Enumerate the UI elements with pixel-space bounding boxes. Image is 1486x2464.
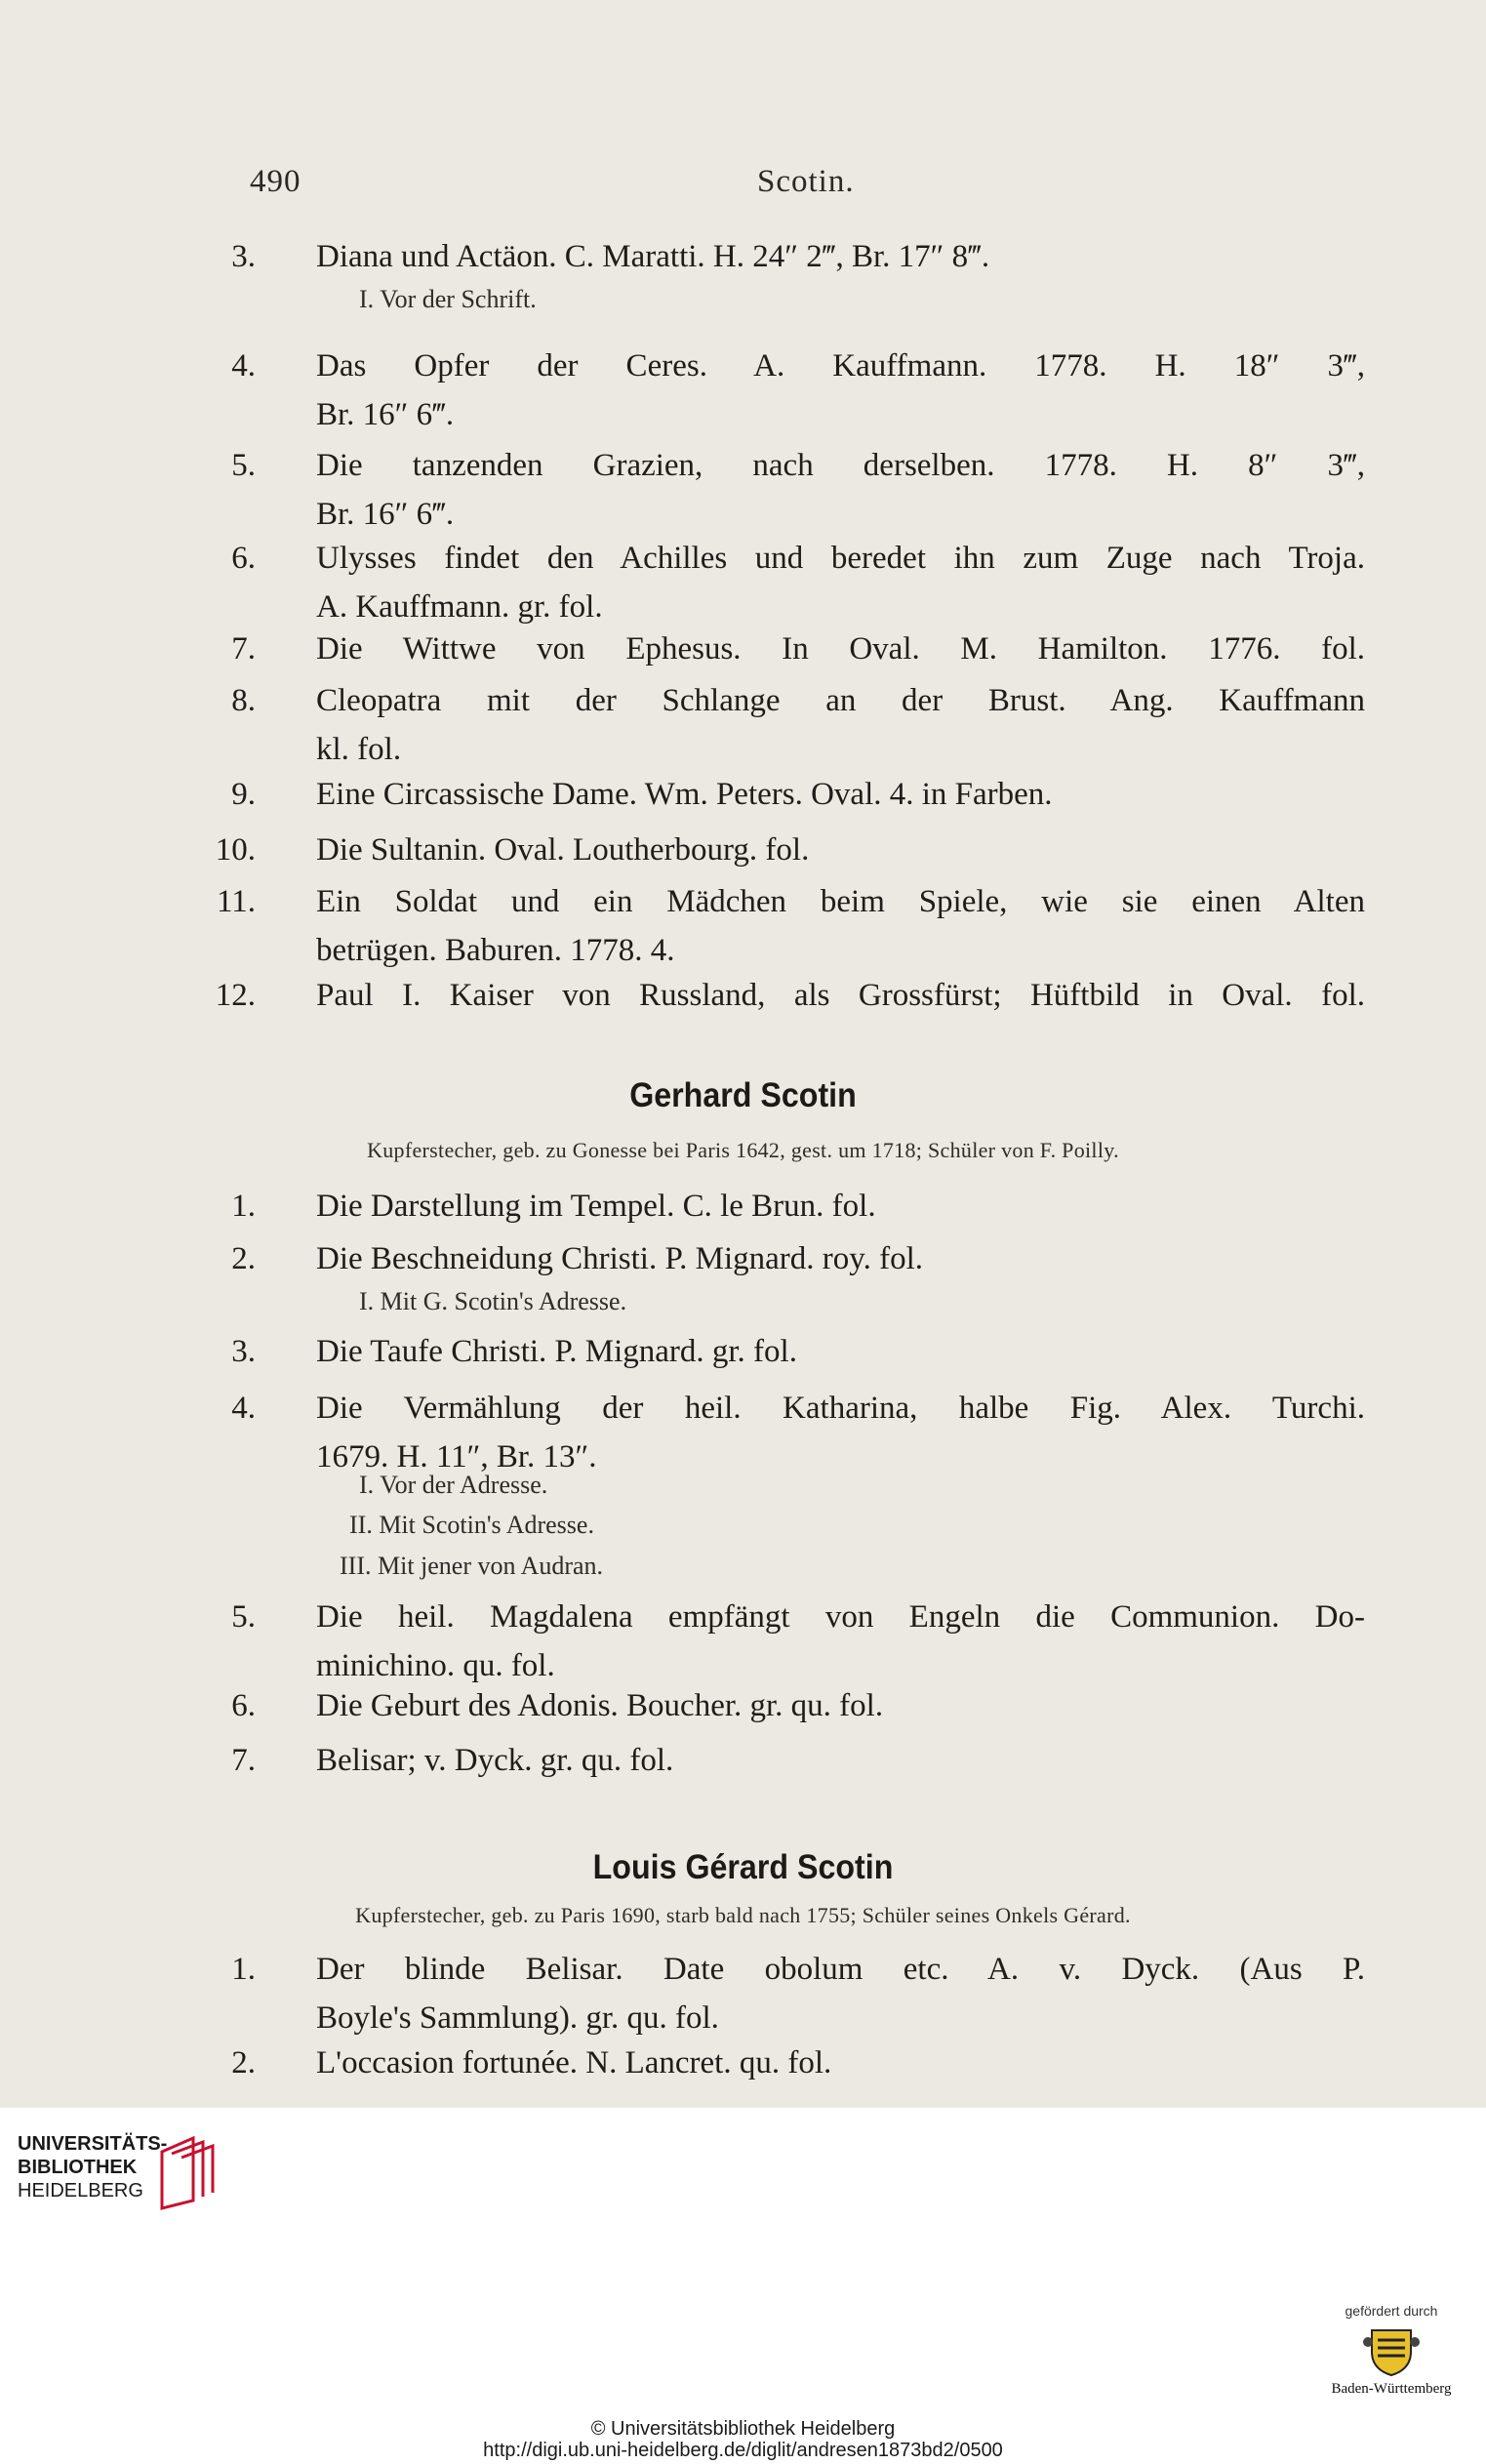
- viewer-footer: [0, 2108, 1486, 2464]
- state-line: III. Mit jener von Audran.: [340, 1552, 604, 1580]
- section-title-louis-gerard-scotin: Louis Gérard Scotin: [592, 1848, 894, 1886]
- sponsor-name: Baden-Württemberg: [1331, 2381, 1452, 2397]
- sponsor-label: gefördert durch: [1345, 2303, 1438, 2319]
- state-line: I. Mit G. Scotin's Adresse.: [359, 1287, 627, 1315]
- state-coat-of-arms-icon: [1362, 2323, 1421, 2377]
- library-emblem-icon: [154, 2132, 222, 2210]
- scanned-page: 490 Scotin. 3. Diana und Actäon. C. Maratti. H. 24″ 2‴, Br. 17″ 8‴. I. Vor der Schrift. 4. Das Opfer der Ceres. A. Kauffmann. 1778. H. 18″ 3‴, Br. 16″ 6‴. 5. Die tanzenden Grazien, nach derselben. 1778. H. 8″ 3‴, Br. 16″ 6‴. 6. Ulysses findet den Achilles und beredet ihn zum Zuge nach Troja. A. Kauffmann. gr. fol. 7. Die Wittwe von Ephesus. In Oval. M. Hamilton. 1776. fol. 8. Cleopatra mit der Schlange an der Brust. Ang. Kauffmann kl. fol. 9. Eine Circassische Dame. Wm. Peters. Oval. 4. in Farben. 10. Die Sultanin. Oval. Loutherbourg. fol. 11. Ein Soldat und ein Mädchen beim Spiele, wie sie einen Alten betrügen. Baburen. 1778. 4. 12. Paul I. Kaiser von Russland, als Grossfürst; Hüftbild in Oval. fol. Gerhard Scotin Kupferstecher, geb. zu Gonesse bei Paris 1642, gest. um 1718; Schüler von F. Poilly. 1. Die Darstellung im Tempel. C. le Brun. fol. 2. Die Beschneidung Christi. P. Mignard. roy. fol. I. Mit G. Scotin's Adresse. 3. Die Taufe Christi. P. Mignard. gr. fol. 4. Die Vermählung der heil. Katharina, halbe Fig. Alex. Turchi. 1679. H. 11″, Br. 13″. I. Vor der Adresse. II. Mit Scotin's Adresse. III. Mit jener von Audran. 5. Die heil. Magdalena empfängt von Engeln die Communion. Do- minichino. qu. fol. 6. Die Geburt des Adonis. Boucher. gr. qu. fol. 7. Belisar; v. Dyck. gr. qu. fol. Louis Gérard Scotin Kupferstecher, geb. zu Paris 1690, starb bald nach 1755; Schüler seines Onkels Gérard. 1. Der blinde Belisar. Date obolum etc. A. v. Dyck. (Aus P. Boyle's Sammlung). gr. qu. fol.: [0, 0, 1486, 2040]
- copyright-notice: © Universitätsbibliothek Heidelberg: [590, 2418, 896, 2440]
- permalink-url[interactable]: http://digi.ub.uni-heidelberg.de/diglit/andresen1873bd2/0500: [483, 2440, 1003, 2461]
- section-subtitle-gerhard: Kupferstecher, geb. zu Gonesse bei Paris 1642, gest. um 1718; Schüler von F. Poilly.: [367, 1138, 1119, 1162]
- state-line: I. Vor der Schrift.: [359, 285, 537, 313]
- library-name: UNIVERSITÄTS- BIBLIOTHEK HEIDELBERG: [18, 2133, 168, 2201]
- page-header: [250, 164, 1362, 213]
- page-number: 490: [250, 164, 301, 199]
- running-title: Scotin.: [757, 164, 855, 199]
- library-logo[interactable]: [18, 2132, 213, 2230]
- section-title-gerhard-scotin: Gerhard Scotin: [629, 1076, 857, 1114]
- state-line: I. Vor der Adresse.: [359, 1471, 548, 1499]
- section-subtitle-louis: Kupferstecher, geb. zu Paris 1690, starb bald nach 1755; Schüler seines Onkels Gérard.: [355, 1903, 1131, 1927]
- state-line: II. Mit Scotin's Adresse.: [349, 1511, 594, 1539]
- sponsor-block[interactable]: [1304, 2303, 1479, 2410]
